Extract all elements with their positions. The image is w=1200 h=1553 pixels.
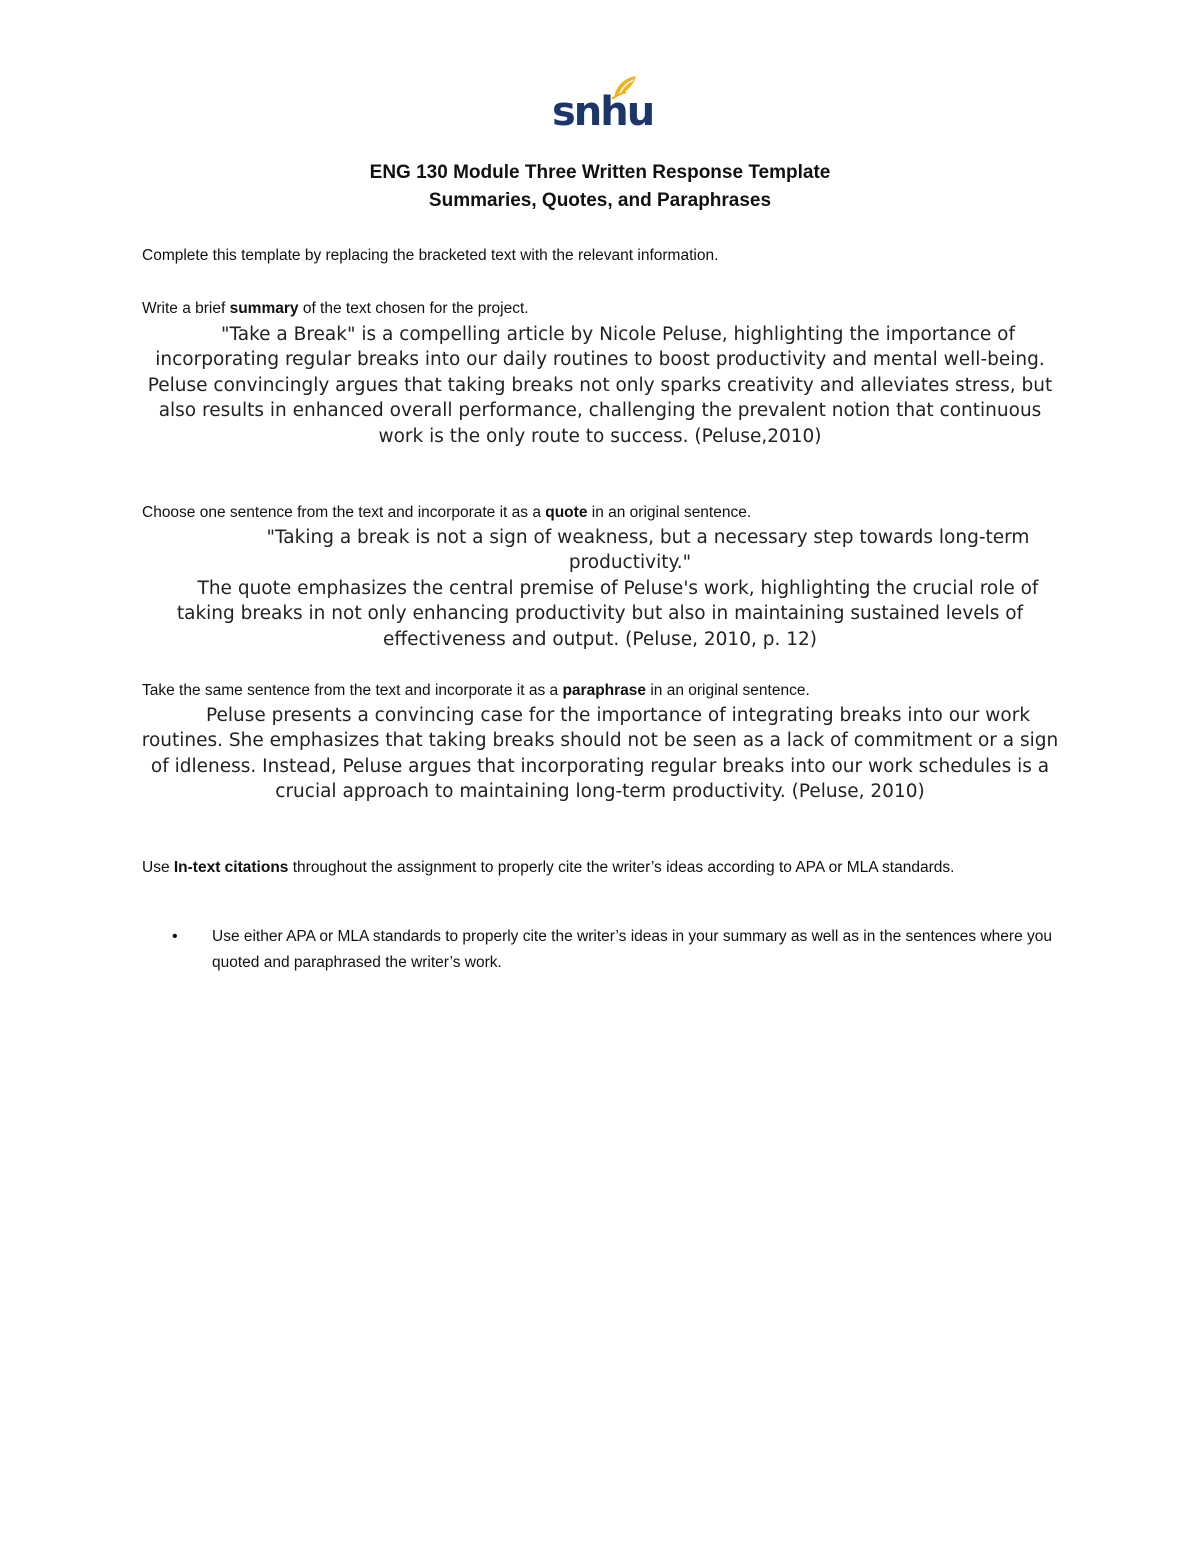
citations-bullet-text: Use either APA or MLA standards to properly cite the writer’s ideas in your summary as well as in the sentences where you quoted and paraphrased the writer’s work. bbox=[212, 928, 1052, 971]
paraphrase-prompt bbox=[142, 678, 1062, 704]
summary-response bbox=[140, 322, 1060, 449]
summary-prompt-after: of the text chosen for the project. bbox=[298, 300, 529, 317]
summary-prompt-keyword: summary bbox=[229, 300, 299, 317]
quote-text: "Taking a break is not a sign of weakness, but a necessary step towards long-term productivity." bbox=[266, 527, 1030, 574]
paraphrase-prompt-keyword: paraphrase bbox=[562, 682, 647, 699]
citations-bullet bbox=[172, 924, 1052, 976]
quote-prompt bbox=[142, 500, 1062, 526]
quote-response-text: The quote emphasizes the central premise of Peluse's work, highlighting the crucial role of taking breaks in not only enhancing productivity but also in maintaining sustained levels of effectiveness and output. (Peluse, 2010, p. 12) bbox=[176, 577, 1039, 650]
document-title: ENG 130 Module Three Written Response Template bbox=[369, 162, 831, 183]
logo-wordmark: snhu bbox=[552, 89, 654, 135]
paraphrase-response bbox=[140, 703, 1060, 805]
quote-prompt-after: in an original sentence. bbox=[587, 504, 752, 521]
intro-instruction: Complete this template by replacing the bracketed text with the relevant information. bbox=[142, 247, 719, 264]
snhu-logo bbox=[552, 74, 654, 136]
bullet-marker: • bbox=[172, 928, 178, 945]
document-subtitle: Summaries, Quotes, and Paraphrases bbox=[428, 190, 772, 211]
summary-response-text: "Take a Break" is a compelling article by Nicole Peluse, highlighting the importance of incorporating regular breaks into our daily routines to boost productivity and mental well-being. Peluse convincingly argues that taking breaks not only sparks creativity and alleviates stress, but also results in enhanced overall performance, challenging the prevalent notion that continuous work is the only route to success. (Peluse,2010) bbox=[147, 324, 1053, 447]
paraphrase-prompt-before: Take the same sentence from the text and incorporate it as a bbox=[142, 682, 563, 699]
summary-prompt bbox=[142, 296, 1062, 322]
citations-prompt-before: Use bbox=[142, 859, 174, 876]
citations-prompt bbox=[142, 855, 1062, 881]
paraphrase-prompt-after: in an original sentence. bbox=[646, 682, 810, 699]
quote-prompt-before: Choose one sentence from the text and incorporate it as a bbox=[142, 504, 546, 521]
paraphrase-response-text: Peluse presents a convincing case for the importance of integrating breaks into our work routines. She emphasizes that taking breaks should not be seen as a lack of commitment or a sign of idleness. Instead, Peluse argues that incorporating regular breaks into our work schedules is a crucial approach to maintaining long-term productivity. (Peluse, 2010) bbox=[141, 705, 1059, 803]
quote-prompt-keyword: quote bbox=[545, 504, 588, 521]
leaf-icon bbox=[610, 74, 638, 100]
quote-response bbox=[140, 525, 1060, 652]
citations-prompt-after: throughout the assignment to properly cite the writer’s ideas according to APA or MLA standards. bbox=[288, 859, 955, 876]
summary-prompt-before: Write a brief bbox=[142, 300, 230, 317]
citations-prompt-keyword: In-text citations bbox=[173, 859, 289, 876]
